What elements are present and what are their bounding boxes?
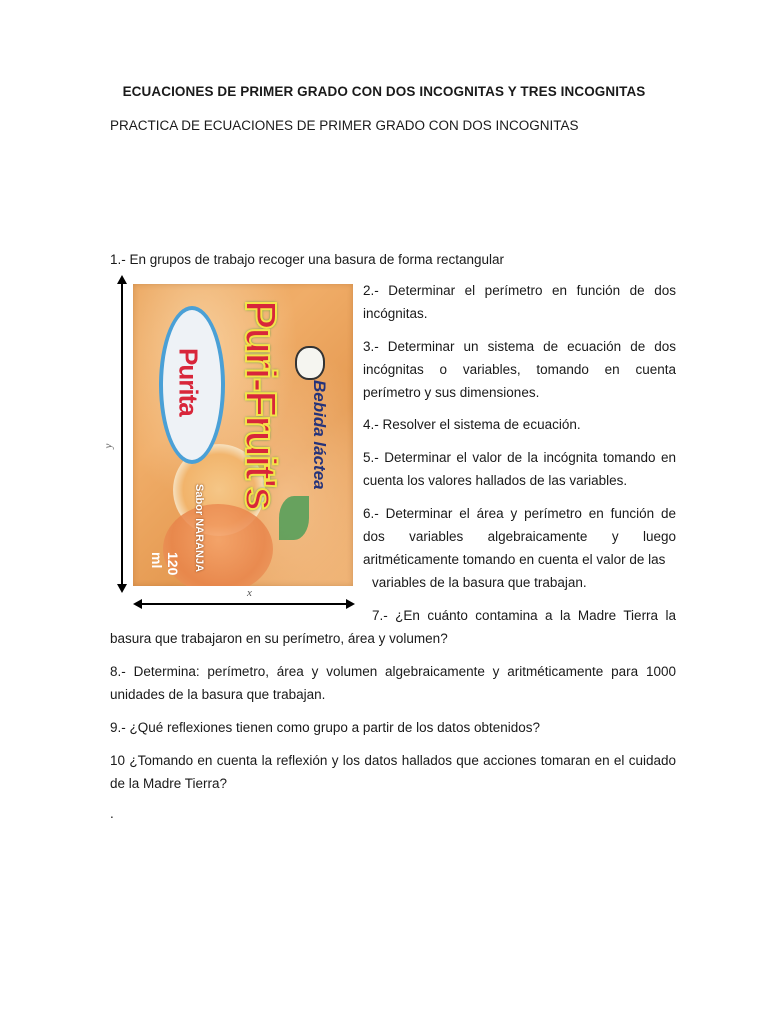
- list-item-8: 8.- Determina: perímetro, área y volumen algebraicamente y aritméticamente para 1000 unidades de la basura que trabajan.: [110, 664, 676, 702]
- document-title: ECUACIONES DE PRIMER GRADO CON DOS INCOGNITAS Y TRES INCOGNITAS: [122, 84, 646, 99]
- document-subtitle: PRACTICA DE ECUACIONES DE PRIMER GRADO CON DOS INCOGNITAS: [110, 118, 579, 133]
- x-dimension-line: [140, 603, 348, 605]
- arrow-down-icon: [117, 584, 127, 593]
- list-item-6-last-line: variables de la basura que trabajan.: [372, 575, 587, 590]
- list-item-5: 5.- Determinar el valor de la incógnita tomando en cuenta los valores hallados de las variables.: [363, 450, 676, 488]
- cow-mascot-icon: [295, 346, 325, 380]
- y-dimension-line: [121, 282, 123, 586]
- list-item-10: 10 ¿Tomando en cuenta la reflexión y los datos hallados que acciones tomaran en el cuidado de la Madre Tierra?: [110, 753, 676, 791]
- list-item-6: [363, 502, 676, 594]
- list-item-2: 2.- Determinar el perímetro en función de dos incógnitas.: [363, 283, 676, 321]
- list-item-3: 3.- Determinar un sistema de ecuación de dos incógnitas o variables, tomando en cuenta perímetro y sus dimensiones.: [363, 339, 676, 400]
- list-item-9: 9.- ¿Qué reflexiones tienen como grupo a partir de los datos obtenidos?: [110, 720, 541, 735]
- list-item-4: 4.- Resolver el sistema de ecuación.: [363, 417, 581, 432]
- trailing-mark: .: [110, 806, 114, 821]
- arrow-right-icon: [346, 599, 355, 609]
- brand-logo-text: Puri-Fruit's: [236, 300, 285, 509]
- list-item-6-text: 6.- Determinar el área y perímetro en función de dos variables algebraicamente y luego aritméticamente tomando en cuenta el valor de las: [363, 506, 676, 567]
- list-item-7: 7.- ¿En cuánto contamina a la Madre Tierra la basura que trabajaron en su perímetro, área y volumen?: [110, 608, 676, 646]
- y-axis-label: y: [102, 443, 115, 449]
- product-type-text: Bebida láctea: [310, 380, 329, 490]
- purita-logo-text: Purita: [173, 348, 204, 416]
- package-photo: [133, 284, 353, 586]
- volume-text: 120 ml: [149, 552, 181, 576]
- x-axis-label: x: [247, 587, 252, 599]
- flavor-text: Sabor NARANJA: [193, 484, 205, 573]
- list-item-1: 1.- En grupos de trabajo recoger una basura de forma rectangular: [110, 252, 504, 267]
